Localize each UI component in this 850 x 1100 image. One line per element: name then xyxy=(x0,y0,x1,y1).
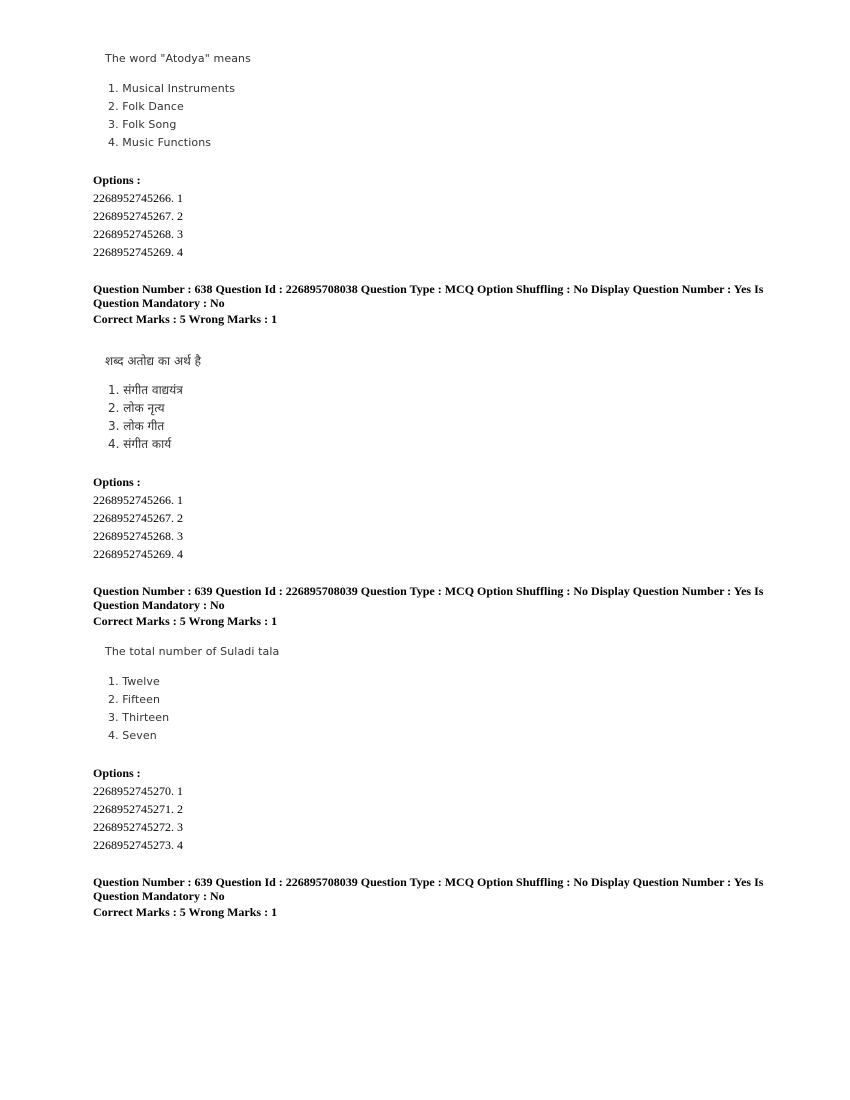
question-meta xyxy=(93,874,773,920)
option-id: 2268952745267. 2 xyxy=(93,209,183,223)
options-label: Options : xyxy=(93,173,141,187)
choice-item: 4. संगीत कार्य xyxy=(108,437,172,451)
meta-line: Question Number : 639 Question Id : 226895708039 Question Type : MCQ Option Shuffling : No Display Question Number : Yes Is xyxy=(93,584,764,598)
option-id: 2268952745271. 2 xyxy=(93,802,183,816)
meta-line: Question Number : 639 Question Id : 226895708039 Question Type : MCQ Option Shuffling : No Display Question Number : Yes Is xyxy=(93,875,764,889)
choice-item: 1. Musical Instruments xyxy=(108,82,236,95)
choice-item: 3. लोक गीत xyxy=(108,419,165,433)
choice-item: 2. Fifteen xyxy=(108,693,161,706)
choice-item: 3. Thirteen xyxy=(108,711,170,724)
choice-item: 4. Seven xyxy=(108,729,157,742)
option-id: 2268952745270. 1 xyxy=(93,784,183,798)
choice-item: 1. संगीत वाद्ययंत्र xyxy=(108,383,183,397)
option-id: 2268952745272. 3 xyxy=(93,820,183,834)
meta-line: Correct Marks : 5 Wrong Marks : 1 xyxy=(93,905,278,919)
meta-line: Question Mandatory : No xyxy=(93,598,225,612)
choice-item: 3. Folk Song xyxy=(108,118,177,131)
option-id: 2268952745266. 1 xyxy=(93,191,183,205)
option-id: 2268952745269. 4 xyxy=(93,547,183,561)
question-meta xyxy=(93,281,773,327)
meta-line: Question Number : 638 Question Id : 226895708038 Question Type : MCQ Option Shuffling : No Display Question Number : Yes Is xyxy=(93,282,764,296)
option-id: 2268952745267. 2 xyxy=(93,511,183,525)
options-block xyxy=(93,473,183,563)
meta-line: Correct Marks : 5 Wrong Marks : 1 xyxy=(93,312,278,326)
choice-list xyxy=(108,673,169,745)
meta-line: Correct Marks : 5 Wrong Marks : 1 xyxy=(93,614,278,628)
options-label: Options : xyxy=(93,766,141,780)
choice-item: 1. Twelve xyxy=(108,675,160,688)
question-text: The total number of Suladi tala xyxy=(105,645,280,658)
choice-item: 4. Music Functions xyxy=(108,136,212,149)
meta-line: Question Mandatory : No xyxy=(93,296,225,310)
question-text: The word "Atodya" means xyxy=(105,52,251,65)
option-id: 2268952745268. 3 xyxy=(93,227,183,241)
option-id: 2268952745269. 4 xyxy=(93,245,183,259)
options-label: Options : xyxy=(93,475,141,489)
option-id: 2268952745266. 1 xyxy=(93,493,183,507)
choice-list xyxy=(108,381,183,453)
choice-list xyxy=(108,80,235,152)
option-id: 2268952745268. 3 xyxy=(93,529,183,543)
meta-line: Question Mandatory : No xyxy=(93,889,225,903)
question-text: शब्द अतोद्य का अर्थ है xyxy=(105,354,201,368)
question-meta xyxy=(93,583,773,629)
choice-item: 2. लोक नृत्य xyxy=(108,401,165,415)
choice-item: 2. Folk Dance xyxy=(108,100,184,113)
options-block xyxy=(93,171,183,261)
options-block xyxy=(93,764,183,854)
option-id: 2268952745273. 4 xyxy=(93,838,183,852)
